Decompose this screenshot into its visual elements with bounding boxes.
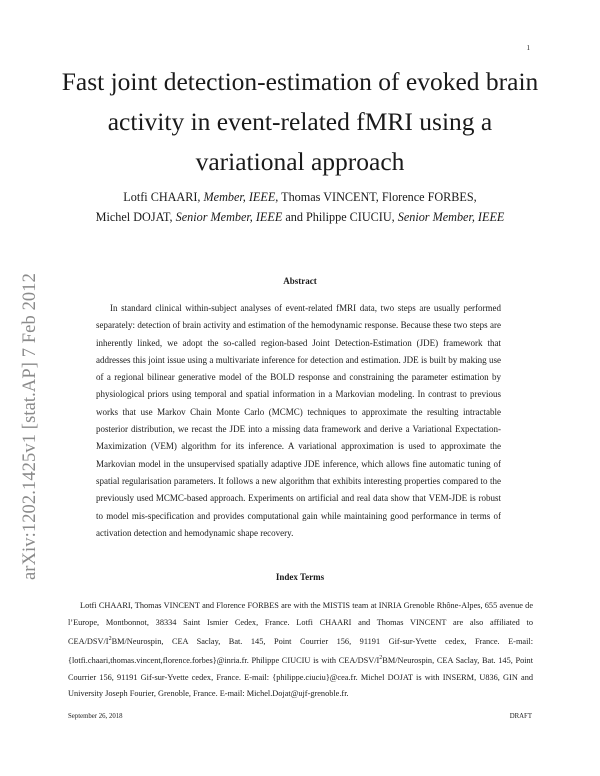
author-line2-text-2: and Philippe CIUCIU, (282, 210, 398, 224)
author-list (60, 187, 540, 227)
footnote-text: Lotfi CHAARI, Thomas VINCENT and Florence FORBES are with the MISTIS team at INRIA Grenoble Rhône-Alpes, 655 avenue de l’Europe, Montbonnot, 38334 Saint Ismier Cedex, France. Lotfi CHAARI and Thomas VINCENT are also affiliated to CEA/DSV/I (68, 601, 533, 646)
author-line2-text: Michel DOJAT, (95, 210, 176, 224)
abstract-heading: Abstract (283, 276, 317, 286)
footer-draft-label: DRAFT (509, 713, 532, 720)
author-role: Senior Member, IEEE (397, 210, 505, 224)
author-role: Senior Member, IEEE (175, 210, 283, 224)
page-number: 1 (526, 44, 530, 52)
author-line1-text-2: , Thomas VINCENT, Florence FORBES, (275, 190, 477, 204)
abstract-text: In standard clinical within-subject analyses of event-related fMRI data, two steps are usually performed separately: detection of brain activity and estimation of the hemodynamic response. Because these two steps are inherently linked, we adopt the so-called region-based Joint Detection-Estimation (JDE) framework that addresses this joint issue using a multivariate inference for detection and estimation. JDE is built by making use of a regional bilinear generative model of the BOLD response and constraining the parameter estimation by physiological priors using temporal and spatial information in a Markovian modeling. In contrast to previous works that use Markov Chain Monte Carlo (MCMC) techniques to approximate the resulting intractable posterior distribution, we recast the JDE into a missing data framework and derive a Variational Expectation-Maximization (VEM) algorithm for its inference. A variational approximation is used to approximate the Markovian model in the unsupervised spatially adaptive JDE inference, which allows fine automatic tuning of spatial regularisation parameters. It follows a new algorithm that exhibits interesting properties compared to the previously used MCMC-based approach. Experiments on artificial and real data show that VEM-JDE is robust to model mis-specification and provides computational gain while maintaining good performance in terms of activation detection and hemodynamic shape recovery. (96, 303, 501, 538)
affiliation-footnote (68, 598, 533, 703)
footer-date: September 26, 2018 (68, 713, 123, 720)
arxiv-identifier-stamp: arXiv:1202.1425v1 [stat.AP] 7 Feb 2012 (20, 273, 40, 580)
footnote-superscript: 2 (379, 655, 383, 662)
author-role: Member, IEEE (203, 190, 276, 204)
author-line1-text: Lotfi CHAARI, (123, 190, 204, 204)
footnote-text: BM/Neurospin, CEA Saclay, Bat. 145, Point Courrier 156, 91191 Gif-sur-Yvette cedex, France. E-mail: {lotfi.chaari,thomas.vincent,florence.forbes}@inria.fr. Philippe CIUCIU is with CEA/DSV/I (68, 636, 533, 666)
index-terms-heading: Index Terms (275, 572, 325, 582)
footnote-text: BM/Neurospin, CEA Saclay, Bat. 145, Point Courrier 156, 91191 Gif-sur-Yvette cedex, France. E-mail: {philippe.ciuciu}@cea.fr. Michel DOJAT is with INSERM, U836, GIN and University Joseph Fourier, Grenoble, France. E-mail: Michel.Dojat@ujf-grenoble.fr. (68, 656, 533, 699)
paper-title: Fast joint detection-estimation of evoked brain activity in event-related fMRI using a variational approach (61, 67, 539, 176)
footnote-superscript: 2 (108, 636, 112, 642)
